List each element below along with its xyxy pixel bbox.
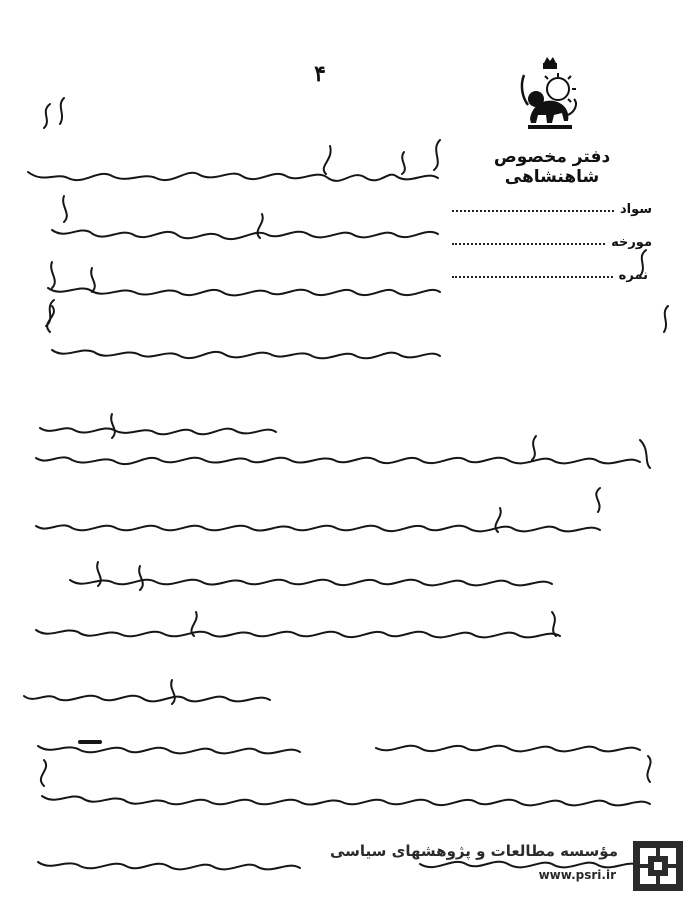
handwritten-line-6 (36, 436, 650, 468)
page-number: ۴ (314, 61, 326, 87)
publisher-watermark (329, 836, 690, 896)
handwritten-line-12 (41, 756, 651, 805)
handwritten-line-7 (36, 488, 600, 532)
handwritten-line-9 (36, 612, 560, 637)
office-title: دفتر مخصوص شاهنشاهی (493, 147, 611, 187)
field-label-copy: سواد (619, 202, 652, 217)
handwritten-line-10 (24, 680, 270, 704)
handwritten-line-8 (70, 562, 552, 590)
handwritten-line-4 (46, 300, 440, 358)
field-label-number: نمره (618, 268, 648, 283)
institute-logo-icon (632, 840, 684, 892)
watermark-url: www.psri.ir (538, 868, 616, 882)
handwritten-line-2 (52, 196, 438, 239)
field-label-date: مورخه (611, 235, 652, 250)
watermark-name: مؤسسه مطالعات و پژوهشهای سیاسی (329, 842, 618, 860)
handwritten-line-1 (28, 140, 440, 181)
handwritten-margin-notes (44, 98, 668, 332)
handwritten-line-11 (38, 742, 640, 753)
handwritten-line-5 (40, 414, 276, 438)
handwritten-line-3 (48, 262, 440, 295)
